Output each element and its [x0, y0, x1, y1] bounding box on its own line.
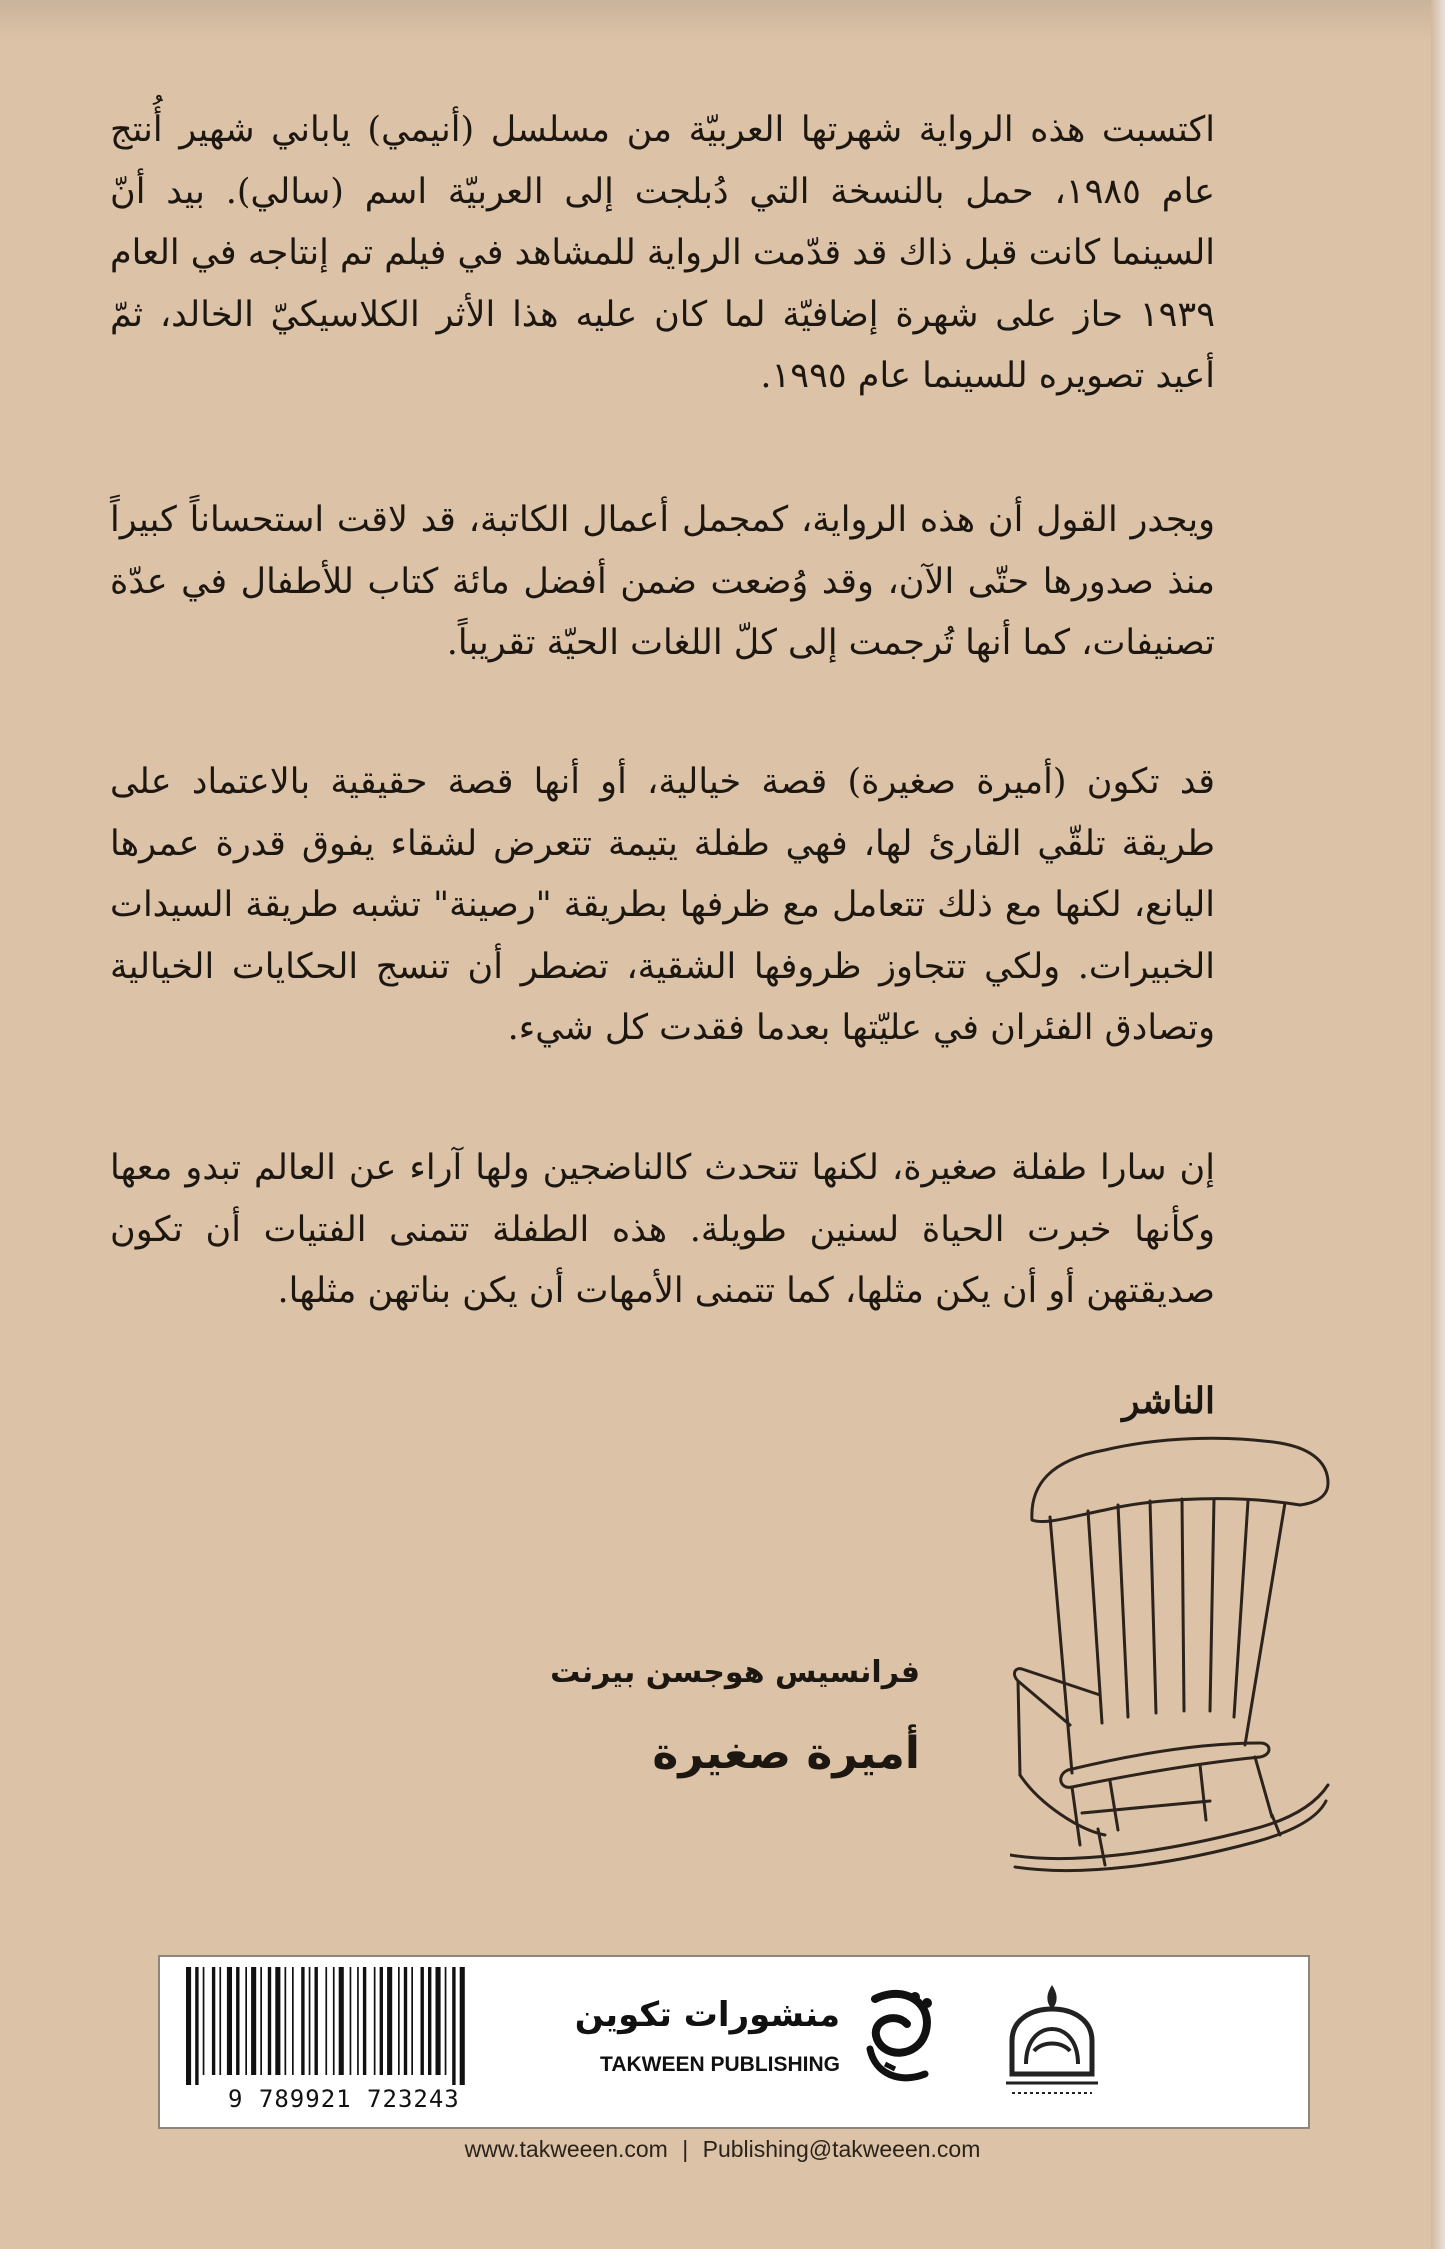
- blurb-paragraph-2: ويجدر القول أن هذه الرواية، كمجمل أعمال الكاتبة، قد لاقت استحساناً كبيراً منذ صدورها حتّى الآن، وقد وُضعت ضمن أفضل مائة كتاب للأطفال في عدّة تصنيفات، كما أنها تُرجمت إلى كلّ اللغات الحيّة تقريباً.: [110, 500, 1215, 663]
- barcode-bar: [339, 1967, 344, 2075]
- book-title: أميرة صغيرة: [652, 1728, 920, 1779]
- barcode-bar: [245, 1967, 247, 2075]
- website-link[interactable]: www.takweeen.com: [464, 2136, 668, 2162]
- barcode-bar: [292, 1967, 294, 2075]
- barcode-bar: [212, 1967, 215, 2075]
- barcode-bar: [387, 1967, 392, 2075]
- barcode-bar: [333, 1967, 335, 2075]
- barcode-bar: [236, 1967, 239, 2075]
- barcode-bar: [404, 1967, 407, 2075]
- barcode-bar: [203, 1967, 205, 2075]
- barcode-bar: [260, 1967, 262, 2075]
- footer-separator: |: [682, 2136, 689, 2162]
- blurb-paragraph-1: اكتسبت هذه الرواية شهرتها العربيّة من مسلسل (أنيمي) ياباني شهير أُنتج عام ١٩٨٥، حمل بالنسخة التي دُبلجت إلى العربيّة اسم (سالي). بيد أنّ السينما كانت قبل ذاك قد قدّمت الرواية للمشاهد في فيلم تم إنتاجه في العام ١٩٣٩ حاز على شهرة إضافيّة لما كان عليه هذا الأثر الكلاسيكيّ الخالد، ثمّ أعيد تصويره للسينما عام ١٩٩٥.: [110, 110, 1215, 396]
- barcode-bar: [357, 1967, 359, 2075]
- barcode-bar: [436, 1967, 441, 2075]
- barcode-bar: [325, 1967, 327, 2075]
- author-name: فرانسيس هوجسن بيرنت: [550, 1655, 920, 1690]
- publisher-name-arabic: منشورات تكوين: [574, 1995, 840, 2035]
- barcode-bar: [428, 1967, 431, 2075]
- barcode-bar: [219, 1967, 221, 2075]
- publisher-signature: الناشر: [1122, 1380, 1215, 1422]
- barcode-bar: [195, 1967, 198, 2085]
- barcode-bar: [421, 1967, 424, 2075]
- barcode-panel: [158, 1955, 1310, 2129]
- blurb-paragraph-3: قد تكون (أميرة صغيرة) قصة خيالية، أو أنها قصة حقيقية بالاعتماد على طريقة تلقّي القارئ لها، فهي طفلة يتيمة تتعرض لشقاء يفوق قدرة عمرها اليانع، لكنها مع ذلك تتعامل مع ظرفها بطريقة "رصينة" تشبه طريقة السيدات الخبيرات. ولكي تتجاوز ظروفها الشقية، تضطر أن تنسج الحكايات الخيالية وتصادق الفئران في عليّتها بعدما فقدت كل شيء.: [110, 762, 1215, 1048]
- barcode-bar: [452, 1967, 455, 2085]
- blurb-paragraph-4: إن سارا طفلة صغيرة، لكنها تتحدث كالناضجين ولها آراء عن العالم تبدو معها وكأنها خبرت الحياة لسنين طويلة. هذه الطفلة تتمنى الفتيات أن تكون صديقتهن أو أن يكن مثلها، كما تتمنى الأمهات أن يكن بناتهن مثلها.: [110, 1148, 1215, 1311]
- barcode-bar: [460, 1967, 465, 2085]
- barcode-bar: [380, 1967, 383, 2075]
- barcode-bar: [309, 1967, 311, 2075]
- footer-contact: [0, 2136, 1445, 2163]
- email-link[interactable]: Publishing@takweeen.com: [702, 2136, 981, 2162]
- barcode-bar: [227, 1967, 232, 2075]
- barcode-bar: [374, 1967, 376, 2075]
- barcode-bar: [315, 1967, 318, 2075]
- rocking-chair-illustration: [1010, 1425, 1330, 1890]
- takween-logo: [855, 1979, 947, 2089]
- barcode-bar: [268, 1967, 271, 2075]
- barcode-bar: [445, 1967, 447, 2075]
- cover-edge: [1431, 0, 1445, 2249]
- barcode-bar: [363, 1967, 366, 2075]
- barcode-bar: [350, 1967, 352, 2075]
- barcode-bar: [398, 1967, 400, 2075]
- barcode-bar: [301, 1967, 304, 2075]
- barcode-bar: [285, 1967, 287, 2075]
- barcode-bar: [275, 1967, 280, 2075]
- isbn-number: 9 789921 723243: [228, 2085, 460, 2113]
- afaq-publisher-logo: [992, 1979, 1112, 2103]
- barcode: [182, 1967, 502, 2085]
- barcode-bar: [251, 1967, 256, 2075]
- barcode-bar: [186, 1967, 191, 2085]
- publisher-name-english: TAKWEEN PUBLISHING: [600, 2053, 840, 2076]
- top-shadow: [0, 0, 1445, 40]
- barcode-bar: [411, 1967, 413, 2075]
